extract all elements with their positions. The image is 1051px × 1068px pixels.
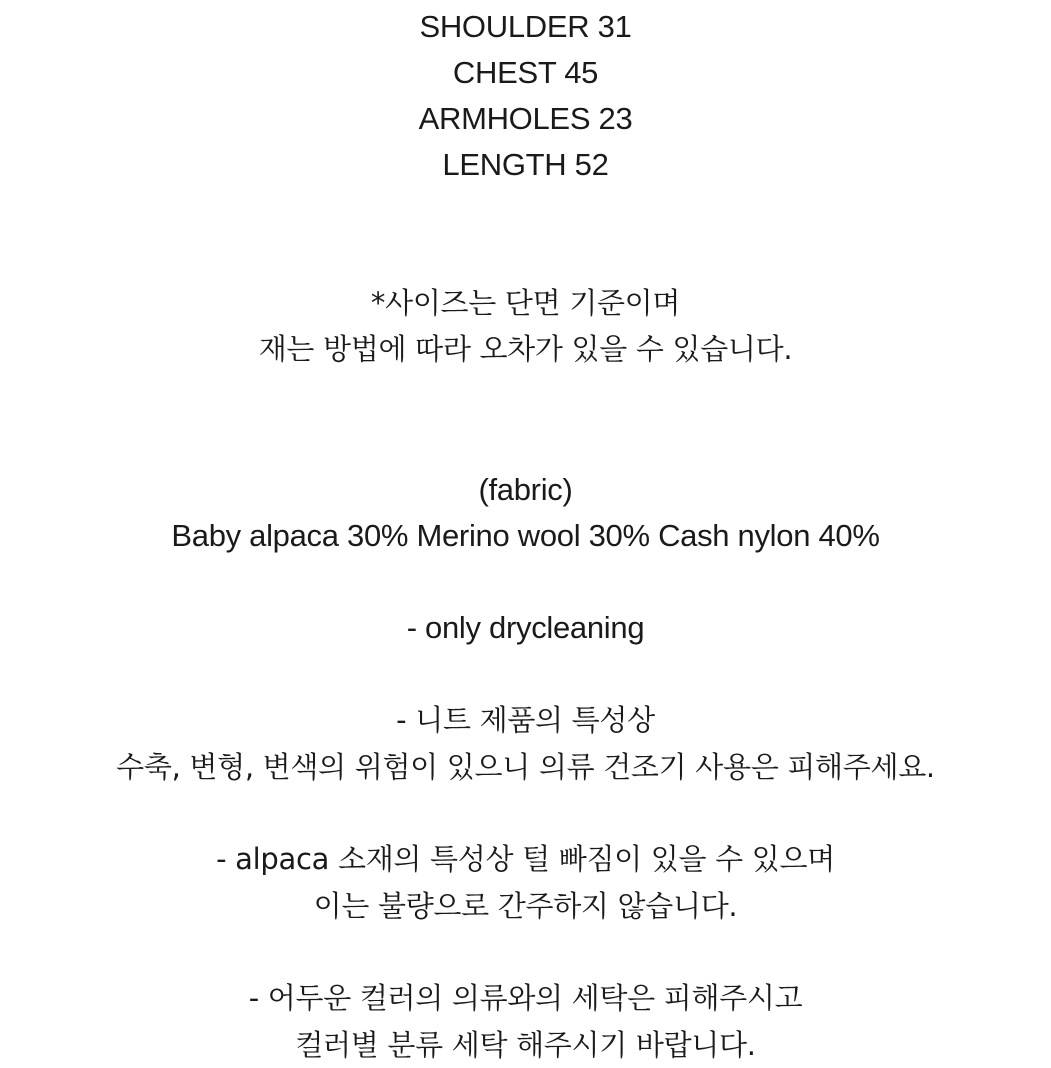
size-shoulder: SHOULDER 31 <box>419 9 632 44</box>
care-dark-line1: - 어두운 컬러의 의류와의 세탁은 피해주시고 <box>248 981 803 1015</box>
care-alpaca-line2: 이는 불량으로 간주하지 않습니다. <box>313 889 738 923</box>
care-knit-line1: - 니트 제품의 특성상 <box>396 703 655 737</box>
size-note-line2: 재는 방법에 따라 오차가 있을 수 있습니다. <box>258 332 793 366</box>
size-armholes: ARMHOLES 23 <box>418 101 633 136</box>
care-alpaca-line1: - alpaca 소재의 특성상 털 빠짐이 있을 수 있으며 <box>216 842 835 876</box>
care-drycleaning: - only drycleaning <box>406 610 645 645</box>
fabric-composition: Baby alpaca 30% Merino wool 30% Cash nylon 40% <box>171 518 880 553</box>
size-length: LENGTH 52 <box>442 147 609 182</box>
size-chest: CHEST 45 <box>452 55 599 90</box>
fabric-heading: (fabric) <box>478 472 573 507</box>
care-dark-line2: 컬러별 분류 세탁 해주시기 바랍니다. <box>295 1028 756 1062</box>
care-knit-line2: 수축, 변형, 변색의 위험이 있으니 의류 건조기 사용은 피해주세요. <box>116 750 935 784</box>
size-note-line1: *사이즈는 단면 기준이며 <box>370 286 681 320</box>
